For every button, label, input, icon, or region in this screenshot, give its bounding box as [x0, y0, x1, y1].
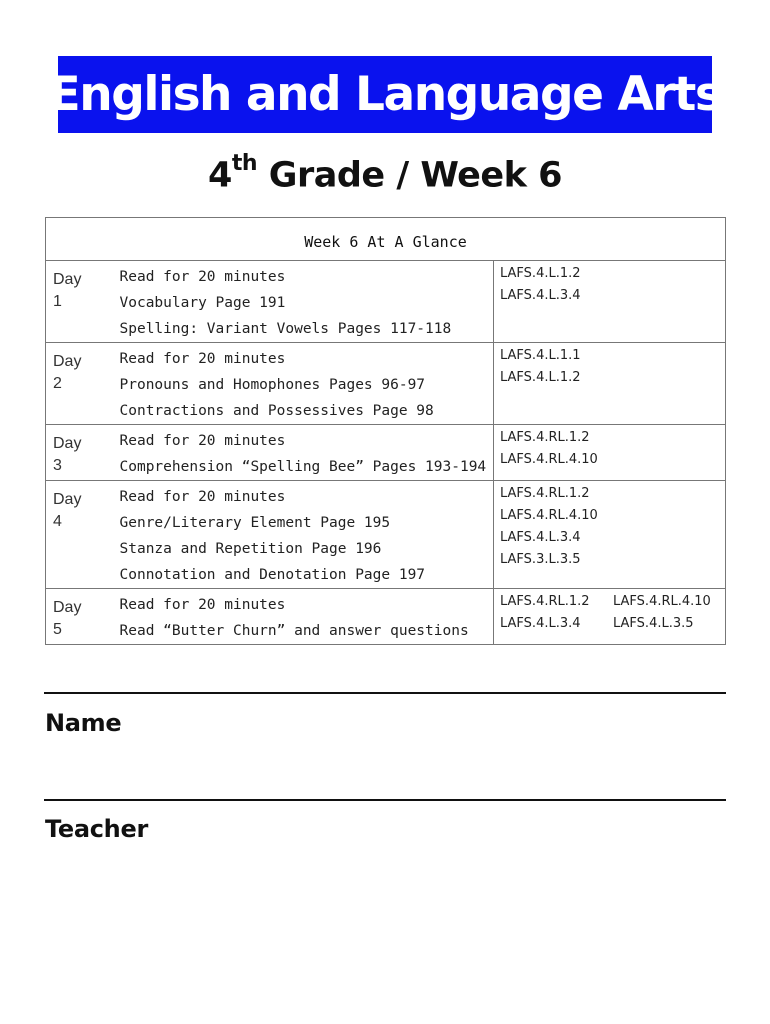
table-row-day-4 [46, 481, 726, 589]
glance-title-row [46, 218, 726, 261]
table-row-day-2 [46, 343, 726, 425]
standard-code: LAFS.4.L.1.2 [500, 266, 581, 281]
page-title: English and Language Arts [48, 67, 722, 122]
grade-rest: Grade / Week 6 [257, 155, 562, 196]
day-word: Day [53, 435, 82, 452]
day-label [46, 343, 91, 425]
name-label: Name [45, 709, 122, 737]
standard-code: LAFS.4.L.3.5 [613, 616, 694, 631]
day-label [46, 261, 91, 343]
activity-item: Read for 20 minutes [119, 433, 286, 449]
activity-item: Stanza and Repetition Page 196 [119, 541, 382, 557]
day-number: 1 [53, 293, 62, 310]
activity-item: Pronouns and Homophones Pages 96-97 [119, 377, 426, 393]
table-row-day-3 [46, 425, 726, 481]
activity-item: Vocabulary Page 191 [119, 295, 286, 311]
standards-cell [494, 261, 726, 343]
day-word: Day [53, 353, 82, 370]
grade-suffix: th [231, 151, 258, 176]
activity-item: Read “Butter Churn” and answer questions [119, 623, 469, 639]
activity-item: Read for 20 minutes [119, 489, 286, 505]
glance-title: Week 6 At A Glance [46, 218, 726, 261]
activity-item: Read for 20 minutes [119, 351, 286, 367]
activities-cell [91, 261, 494, 343]
activities-cell [91, 425, 494, 481]
activities-cell [91, 343, 494, 425]
day-word: Day [53, 491, 82, 508]
day-number: 3 [53, 457, 62, 474]
day-number: 5 [53, 621, 62, 638]
teacher-label: Teacher [45, 815, 148, 843]
day-label [46, 481, 91, 589]
standard-code: LAFS.4.RL.4.10 [613, 594, 711, 609]
activity-item: Spelling: Variant Vowels Pages 117-118 [119, 321, 452, 337]
activity-item: Read for 20 minutes [119, 597, 286, 613]
grade-number: 4 [208, 155, 232, 196]
day-word: Day [53, 271, 82, 288]
teacher-line [44, 799, 726, 801]
activity-item: Connotation and Denotation Page 197 [119, 567, 426, 583]
standard-code: LAFS.3.L.3.5 [500, 552, 581, 567]
standard-code: LAFS.4.L.3.4 [500, 616, 581, 631]
standard-code: LAFS.4.L.1.2 [500, 370, 581, 385]
standard-code: LAFS.4.RL.1.2 [500, 594, 590, 609]
standard-code: LAFS.4.RL.1.2 [500, 486, 590, 501]
activities-cell [91, 481, 494, 589]
activity-item: Contractions and Possessives Page 98 [119, 403, 434, 419]
standards-cell [494, 425, 726, 481]
standards-pair [500, 613, 725, 635]
standards-cell [494, 343, 726, 425]
activity-item: Read for 20 minutes [119, 269, 286, 285]
standards-cell [494, 589, 726, 645]
day-label [46, 589, 91, 645]
standard-code: LAFS.4.L.3.4 [500, 288, 581, 303]
grade-week-heading [0, 151, 770, 196]
day-label [46, 425, 91, 481]
activities-cell [91, 589, 494, 645]
standard-code: LAFS.4.RL.1.2 [500, 430, 590, 445]
name-line [44, 692, 726, 694]
page-title-banner [48, 56, 722, 133]
standards-cell [494, 481, 726, 589]
standard-code: LAFS.4.L.3.4 [500, 530, 581, 545]
day-word: Day [53, 599, 82, 616]
day-number: 2 [53, 375, 62, 392]
activity-item: Genre/Literary Element Page 195 [119, 515, 391, 531]
standard-code: LAFS.4.RL.4.10 [500, 508, 598, 523]
standard-code: LAFS.4.RL.4.10 [500, 452, 598, 467]
activity-item: Comprehension “Spelling Bee” Pages 193-194 [119, 459, 487, 475]
day-number: 4 [53, 513, 62, 530]
table-row-day-5 [46, 589, 726, 645]
table-row-day-1 [46, 261, 726, 343]
standards-pair [500, 591, 725, 613]
standard-code: LAFS.4.L.1.1 [500, 348, 581, 363]
week-at-a-glance-table [45, 217, 726, 645]
